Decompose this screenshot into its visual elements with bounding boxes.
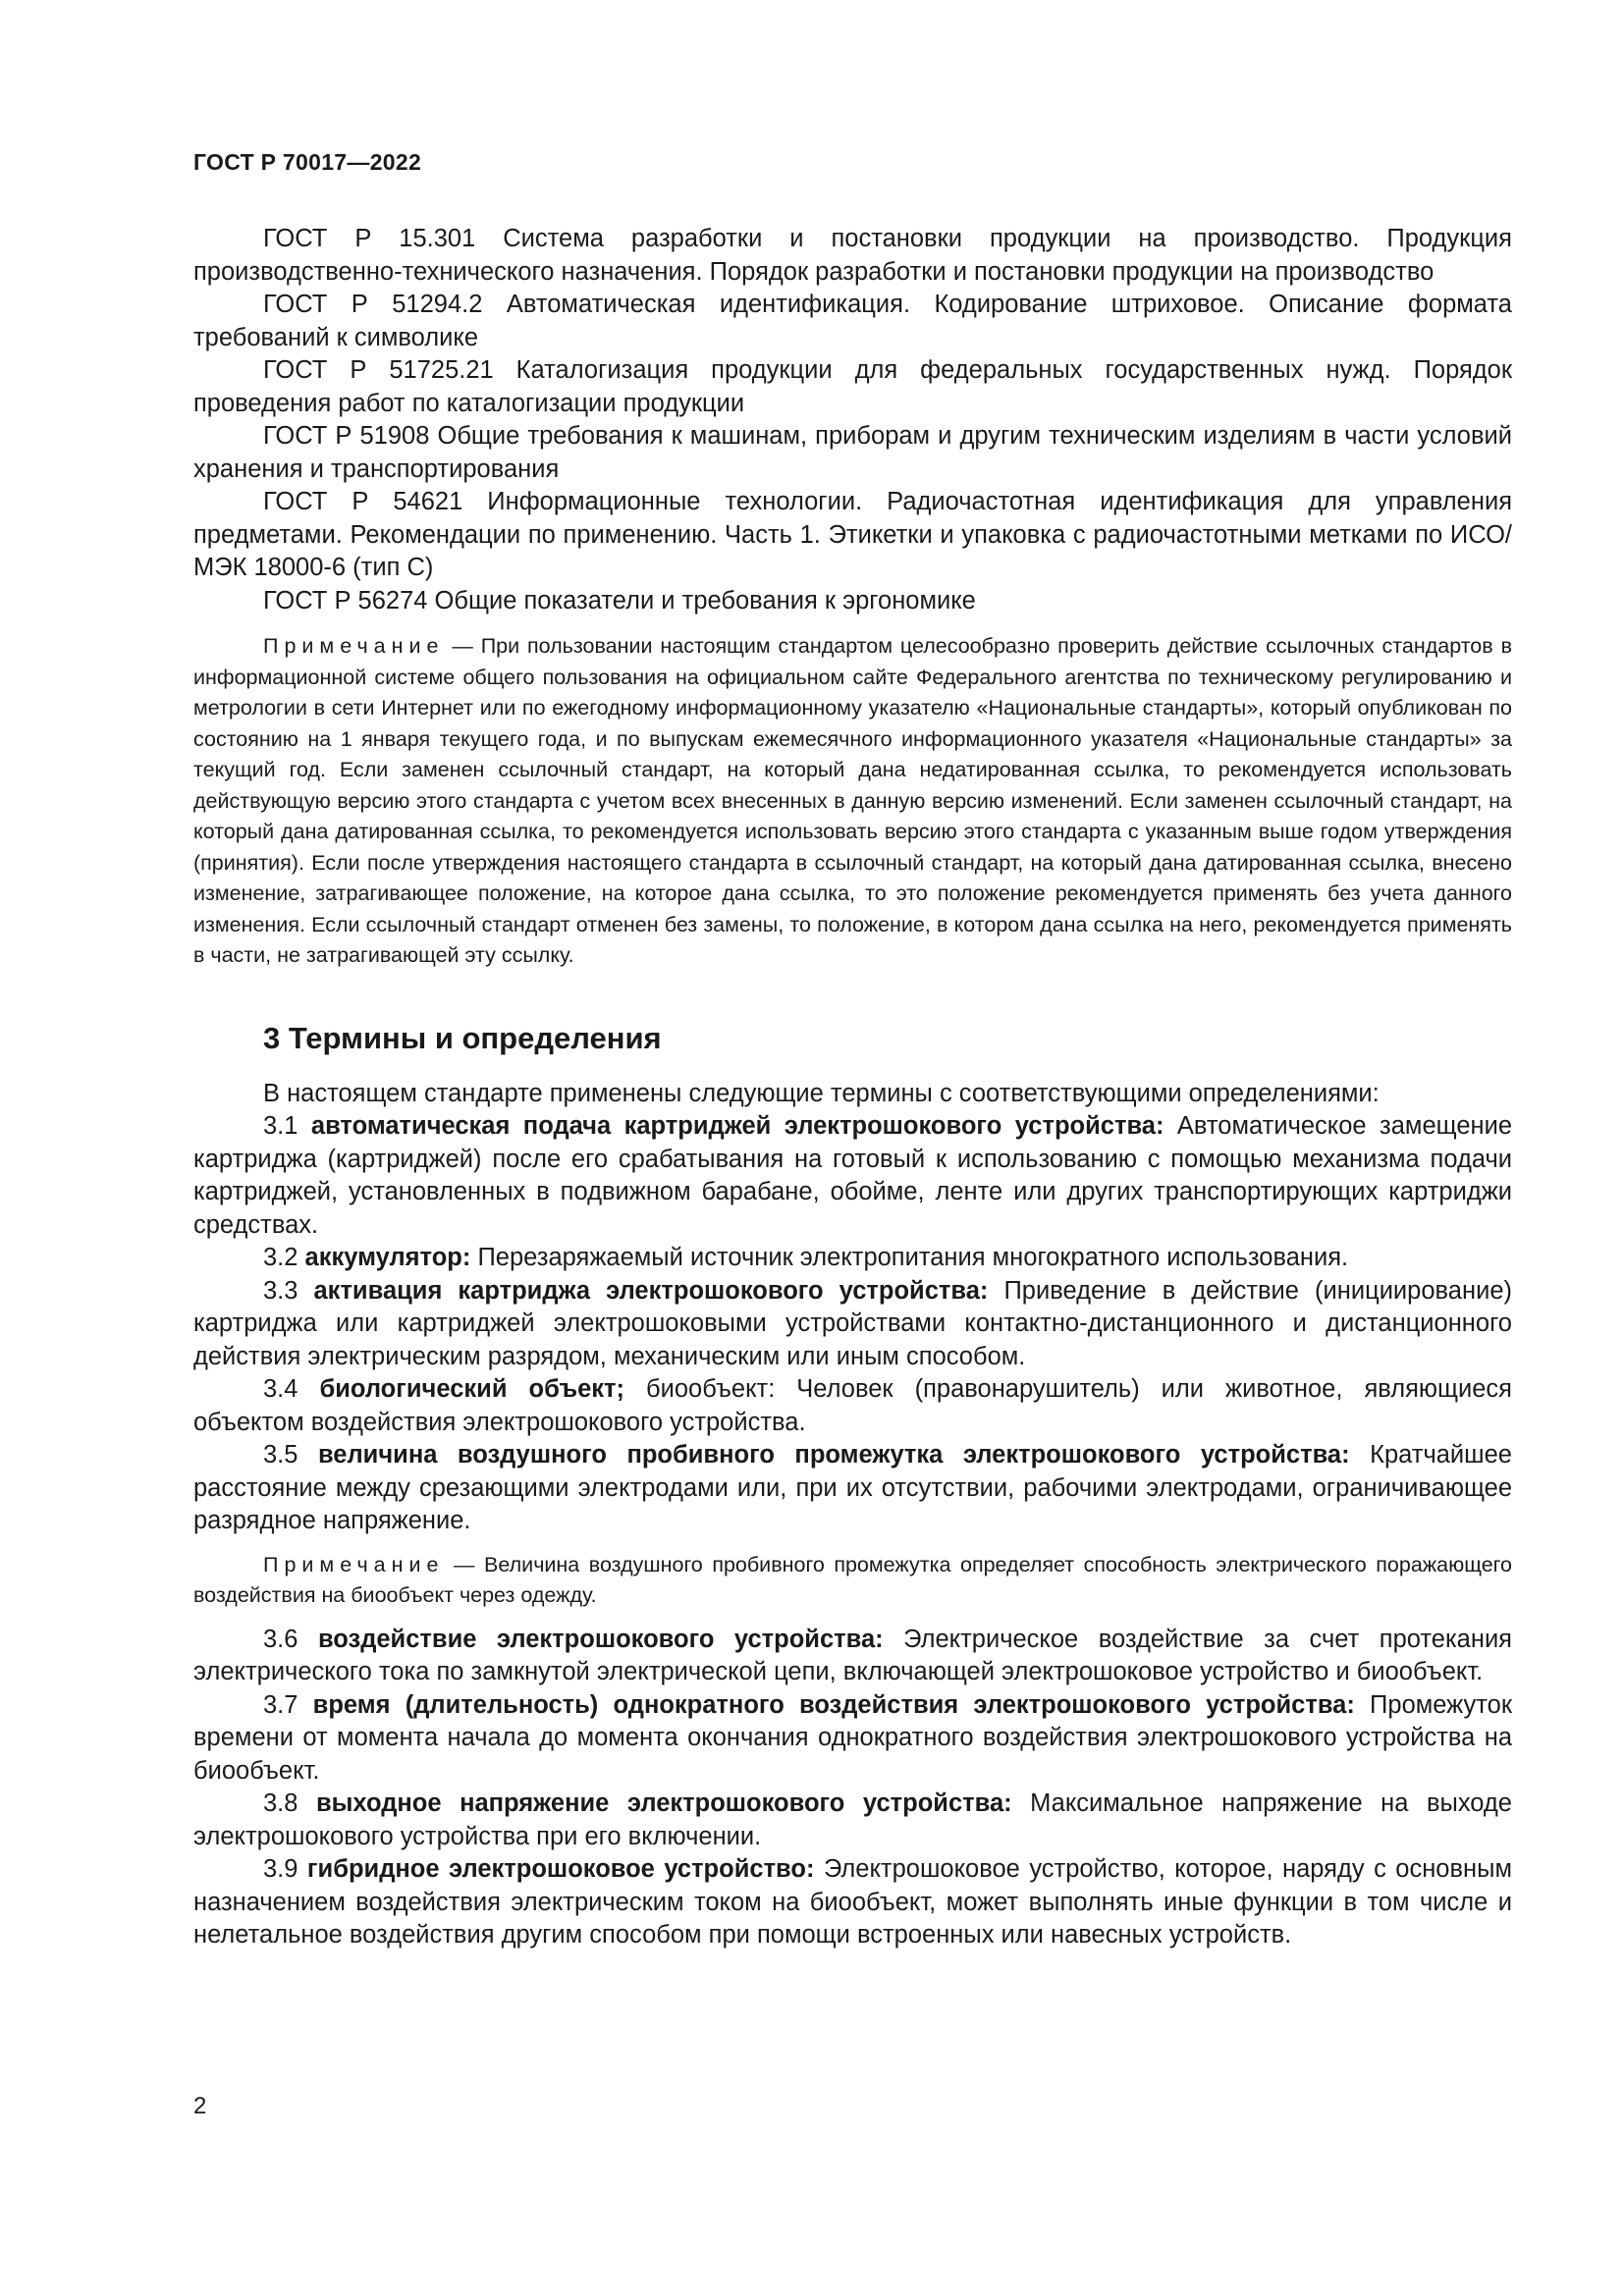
term-number: 3.2 — [263, 1244, 305, 1271]
reference-item: ГОСТ Р 51725.21 Каталогизация продукции для федеральных государственных нужд. Порядок проведения работ по каталогизации продукции — [193, 356, 1512, 417]
term-number: 3.7 — [263, 1690, 313, 1719]
term-text: биообъект: Человек (правонарушитель) или животное, являющиеся объектом воздействия электрошокового устройства. — [193, 1375, 1512, 1436]
note-label: Примечание — [263, 1552, 445, 1576]
note-text: — Величина воздушного пробивного промежутка определяет способность электрического поражающего воздействия на биообъект через одежду. — [193, 1552, 1512, 1607]
section-intro: В настоящем стандарте применены следующие термины с соответствующими определениями: — [263, 1079, 1380, 1107]
term-definition — [193, 1788, 1512, 1853]
normative-references — [193, 223, 1512, 617]
term-definition — [193, 1689, 1512, 1789]
term-text: Автоматическое замещение картриджа (картриджей) после его срабатывания на готовый к использованию с помощью механизма подачи картриджей, установленных в подвижном барабане, обойме, ленте или других транспортирующих картриджи средствах. — [193, 1112, 1513, 1239]
term-note — [193, 1550, 1512, 1612]
term-text: Приведение в действие (инициирование) картриджа или картриджей электрошоковыми устройствами контактно-дистанционного и дистанционного действия электрическим разрядом, механическим или иным способом. — [193, 1276, 1512, 1370]
term-name: время (длительность) однократного воздействия электрошокового устройства: — [312, 1690, 1355, 1719]
terms-list — [193, 1110, 1512, 1952]
note-label: Примечание — [263, 634, 445, 658]
term-number: 3.3 — [263, 1276, 314, 1305]
term-number: 3.5 — [263, 1441, 318, 1468]
document-header: ГОСТ Р 70017—2022 — [193, 149, 422, 175]
term-name: выходное напряжение электрошокового устройства: — [315, 1789, 1012, 1817]
term-name: величина воздушного пробивного промежутка электрошокового устройства: — [317, 1441, 1350, 1468]
term-number: 3.1 — [263, 1112, 311, 1140]
page-number: 2 — [193, 2093, 207, 2119]
term-definition — [193, 1110, 1512, 1242]
term-definition — [193, 1373, 1512, 1439]
section-title: 3 Термины и определения — [263, 1020, 662, 1055]
term-name: биологический объект; — [319, 1375, 625, 1403]
reference-item: ГОСТ Р 54621 Информационные технологии. Радиочастотная идентификация для управления предметами. Рекомендации по применению. Часть 1. Этикетки и упаковка с радиочастотными метками по ИСО/МЭК 18000-6 (тип С) — [193, 488, 1512, 581]
term-text: Перезаряжаемый источник электропитания многократного использования. — [470, 1244, 1349, 1271]
reference-item: ГОСТ Р 56274 Общие показатели и требования к эргономике — [263, 586, 976, 614]
term-text: Максимальное напряжение на выходе электрошокового устройства при его включении. — [193, 1789, 1512, 1850]
term-definition — [193, 1439, 1512, 1538]
term-name: автоматическая подача картриджей электрошокового устройства: — [310, 1112, 1164, 1140]
term-definition — [193, 1275, 1512, 1374]
term-number: 3.4 — [263, 1375, 320, 1403]
references-note — [193, 631, 1512, 972]
term-number: 3.9 — [263, 1855, 307, 1883]
term-name: активация картриджа электрошокового устройства: — [313, 1276, 989, 1305]
document-body — [193, 223, 1512, 1952]
term-text: Промежуток времени от момента начала до момента окончания однократного воздействия электрошокового устройства на биообъект. — [193, 1690, 1512, 1785]
reference-item: ГОСТ Р 51294.2 Автоматическая идентификация. Кодирование штриховое. Описание формата требований к символике — [193, 291, 1512, 351]
term-text: Электрошоковое устройство, которое, наряду с основным назначением воздействия электрическим током на биообъект, может выполнять иные функции в том числе и нелетальное воздействия другим способом при помощи встроенных или навесных устройств. — [193, 1855, 1512, 1949]
term-definition — [193, 1853, 1512, 1952]
term-name: гибридное электрошоковое устройство: — [306, 1855, 815, 1883]
term-definition — [193, 1242, 1512, 1275]
reference-item: ГОСТ Р 15.301 Система разработки и постановки продукции на производство. Продукция производственно-технического назначения. Порядок разработки и постановки продукции на производство — [193, 225, 1512, 286]
term-text: Электрическое воздействие за счет протекания электрического тока по замкнутой электрической цепи, включающей электрошоковое устройство и биообъект. — [193, 1625, 1512, 1685]
term-name: аккумулятор: — [304, 1244, 471, 1271]
note-text: — При пользовании настоящим стандартом целесообразно проверить действие ссылочных стандартов в информационной системе общего пользования на официальном сайте Федерального агентства по техническому регулированию и метрологии в сети Интернет или по ежегодному информационному указателю «Национальные стандарты», который опубликован по состоянию на 1 января текущего года, и по выпускам ежемесячного информационного указателя «Национальные стандарты» за текущий год. Если заменен ссылочный стандарт, на который дана недатированная ссылка, то рекомендуется использовать действующую версию этого стандарта с учетом всех внесенных в данную версию изменений. Если заменен ссылочный стандарт, на который дана датированная ссылка, то рекомендуется использовать версию этого стандарта с указанным выше годом утверждения (принятия). Если после утверждения настоящего стандарта в ссылочный стандарт, на который дана датированная ссылка, внесено изменение, затрагивающее положение, на которое дана ссылка, то это положение рекомендуется применять без учета данного изменения. Если ссылочный стандарт отменен без замены, то положение, в котором дана ссылка на него, рекомендуется применять в части, не затрагивающей эту ссылку. — [193, 634, 1512, 967]
term-number: 3.6 — [263, 1625, 318, 1653]
term-text: Кратчайшее расстояние между срезающими электродами или, при их отсутствии, рабочими электродами, ограничивающее разрядное напряжение. — [193, 1441, 1512, 1534]
reference-item: ГОСТ Р 51908 Общие требования к машинам, приборам и другим техническим изделиям в части условий хранения и транспортирования — [193, 422, 1512, 483]
term-definition — [193, 1624, 1512, 1689]
term-number: 3.8 — [263, 1789, 316, 1817]
term-name: воздействие электрошокового устройства: — [317, 1625, 884, 1653]
